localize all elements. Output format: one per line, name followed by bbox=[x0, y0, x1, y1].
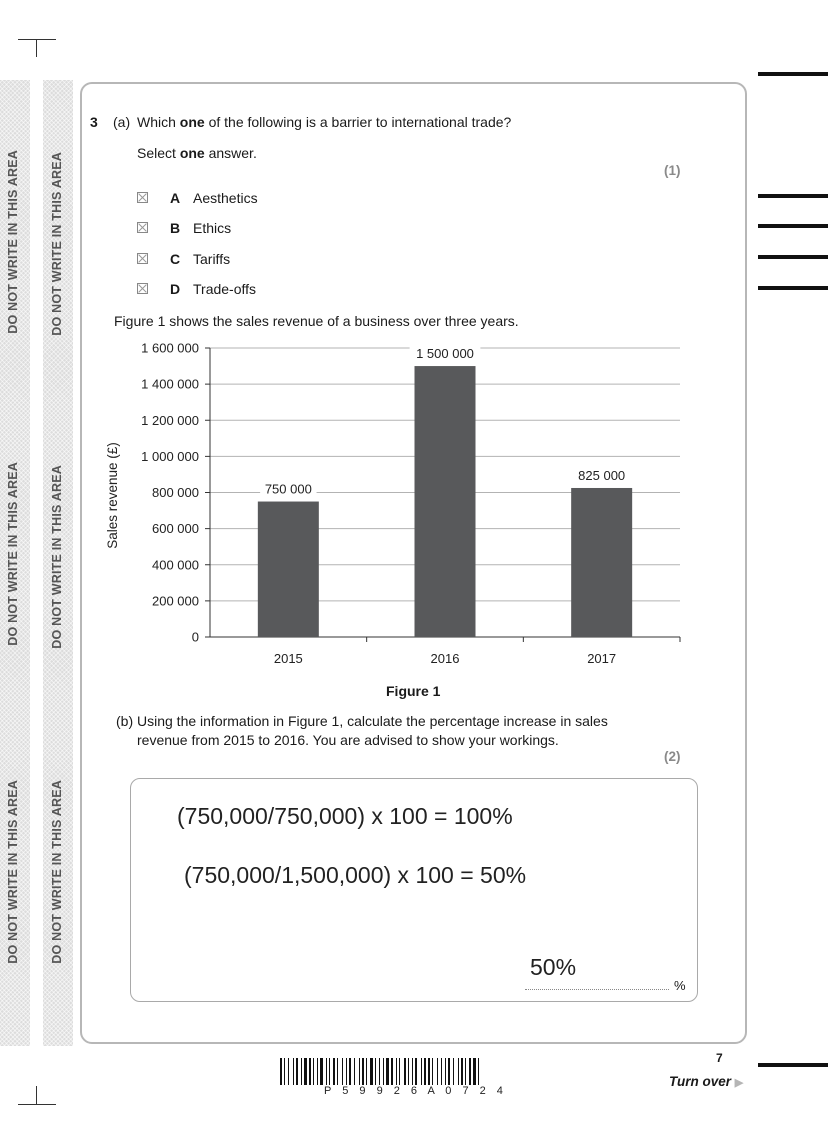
play-arrow-icon: ▶ bbox=[734, 1077, 744, 1089]
part-b-label: (b) bbox=[116, 713, 134, 729]
barcode-bar bbox=[293, 1058, 294, 1085]
barcode-bar bbox=[478, 1058, 479, 1085]
crop-mark bbox=[36, 1086, 37, 1104]
barcode-bar bbox=[391, 1058, 393, 1085]
barcode-bar bbox=[465, 1058, 466, 1085]
barcode-bar bbox=[386, 1058, 389, 1085]
barcode-bar bbox=[313, 1058, 314, 1085]
barcode-bar bbox=[329, 1058, 330, 1085]
figure-caption: Figure 1 bbox=[386, 683, 441, 699]
margin-warning: DO NOT WRITE IN THIS AREA bbox=[6, 150, 20, 334]
option-b-text: Ethics bbox=[193, 220, 232, 236]
barcode-bar bbox=[421, 1058, 422, 1085]
option-a-letter: A bbox=[170, 190, 181, 206]
barcode-bar bbox=[412, 1058, 413, 1085]
part-b-question-line1: Using the information in Figure 1, calculate the percentage increase in sales bbox=[137, 713, 608, 729]
y-tick-label: 400 000 bbox=[152, 557, 199, 573]
margin-warning: DO NOT WRITE IN THIS AREA bbox=[50, 465, 64, 649]
x-tick-label: 2017 bbox=[587, 651, 617, 666]
barcode-bar bbox=[445, 1058, 446, 1085]
barcode-bar bbox=[370, 1058, 373, 1085]
barcode-bar bbox=[320, 1058, 323, 1085]
barcode-bar bbox=[473, 1058, 476, 1085]
barcode-bar bbox=[383, 1058, 384, 1085]
question-number: 3 bbox=[90, 114, 98, 130]
final-answer: 50% bbox=[530, 954, 577, 980]
option-d-letter: D bbox=[170, 281, 181, 297]
data-label: 825 000 bbox=[578, 467, 626, 483]
option-b-letter: B bbox=[170, 220, 181, 236]
y-tick-label: 1 200 000 bbox=[141, 412, 199, 428]
barcode-bar bbox=[288, 1058, 289, 1085]
barcode-bar bbox=[432, 1058, 433, 1085]
y-tick-label: 0 bbox=[191, 629, 199, 645]
part-a-label: (a) bbox=[113, 114, 131, 130]
barcode-bar bbox=[399, 1058, 400, 1085]
barcode-bar bbox=[424, 1058, 426, 1085]
barcode-bar bbox=[280, 1058, 282, 1085]
barcode-bar bbox=[296, 1058, 298, 1085]
part-a-marks: (1) bbox=[664, 163, 681, 178]
barcode bbox=[280, 1058, 552, 1088]
figure-intro: Figure 1 shows the sales revenue of a business over three years. bbox=[114, 313, 519, 329]
barcode-bar bbox=[346, 1058, 347, 1085]
barcode-bar bbox=[309, 1058, 311, 1085]
edge-bar bbox=[758, 1063, 828, 1067]
barcode-bar bbox=[342, 1058, 343, 1085]
working-line-2: (750,000/1,500,000) x 100 = 50% bbox=[184, 862, 527, 888]
margin-warning: DO NOT WRITE IN THIS AREA bbox=[50, 780, 64, 964]
bar-2015 bbox=[258, 502, 319, 637]
margin-warning: DO NOT WRITE IN THIS AREA bbox=[6, 780, 20, 964]
barcode-bar bbox=[408, 1058, 409, 1085]
y-tick-label: 800 000 bbox=[152, 485, 199, 500]
y-tick-label: 200 000 bbox=[152, 593, 199, 609]
barcode-bar bbox=[461, 1058, 463, 1085]
barcode-bar bbox=[304, 1058, 307, 1085]
barcode-bar bbox=[437, 1058, 438, 1085]
barcode-bar bbox=[337, 1058, 338, 1085]
percent-unit: % bbox=[674, 978, 686, 993]
x-tick-label: 2015 bbox=[273, 651, 303, 666]
barcode-bar bbox=[469, 1058, 471, 1085]
barcode-bar bbox=[379, 1058, 380, 1085]
part-a-question: Which one of the following is a barrier to international trade? bbox=[137, 114, 512, 130]
data-label: 750 000 bbox=[264, 481, 312, 497]
barcode-bar bbox=[359, 1058, 360, 1085]
barcode-bar bbox=[458, 1058, 459, 1085]
barcode-bar bbox=[284, 1058, 285, 1085]
option-a-text: Aesthetics bbox=[193, 190, 258, 206]
option-c-letter: C bbox=[170, 251, 181, 267]
part-b-question-line2: revenue from 2015 to 2016. You are advised to show your workings. bbox=[137, 732, 559, 748]
part-a-instruction: Select one answer. bbox=[137, 145, 257, 161]
barcode-bar bbox=[453, 1058, 454, 1085]
y-tick-label: 1 600 000 bbox=[141, 340, 199, 356]
barcode-bar bbox=[301, 1058, 302, 1085]
x-tick-label: 2016 bbox=[430, 651, 460, 666]
option-d-text: Trade-offs bbox=[193, 281, 257, 297]
y-axis-title: Sales revenue (£) bbox=[105, 442, 120, 549]
crop-mark bbox=[18, 1104, 56, 1105]
barcode-bar bbox=[404, 1058, 406, 1085]
data-label: 1 500 000 bbox=[416, 346, 474, 362]
barcode-bar bbox=[362, 1058, 364, 1085]
part-b-marks: (2) bbox=[664, 749, 681, 764]
barcode-text: P 5 9 9 2 6 A 0 7 2 4 bbox=[324, 1085, 506, 1097]
option-c-text: Tariffs bbox=[193, 251, 231, 267]
barcode-bar bbox=[396, 1058, 397, 1085]
barcode-bar bbox=[349, 1058, 351, 1085]
barcode-bar bbox=[415, 1058, 417, 1085]
turn-over[interactable]: Turn over ▶ bbox=[669, 1074, 744, 1089]
barcode-bar bbox=[354, 1058, 355, 1085]
barcode-bar bbox=[448, 1058, 450, 1085]
page-number: 7 bbox=[716, 1051, 723, 1065]
margin-warning: DO NOT WRITE IN THIS AREA bbox=[50, 152, 64, 336]
barcode-bar bbox=[326, 1058, 327, 1085]
bar-2017 bbox=[571, 488, 632, 637]
barcode-bar bbox=[317, 1058, 318, 1085]
y-tick-label: 1 400 000 bbox=[141, 376, 199, 392]
working-line-1: (750,000/750,000) x 100 = 100% bbox=[177, 803, 513, 829]
y-tick-label: 600 000 bbox=[152, 521, 199, 537]
margin-warning: DO NOT WRITE IN THIS AREA bbox=[6, 462, 20, 646]
barcode-bar bbox=[375, 1058, 376, 1085]
barcode-bar bbox=[441, 1058, 442, 1085]
answer-line bbox=[525, 989, 669, 990]
barcode-bar bbox=[428, 1058, 430, 1085]
y-tick-label: 1 000 000 bbox=[141, 448, 199, 464]
bar-2016 bbox=[415, 366, 476, 637]
barcode-bar bbox=[333, 1058, 335, 1085]
barcode-bar bbox=[366, 1058, 367, 1085]
